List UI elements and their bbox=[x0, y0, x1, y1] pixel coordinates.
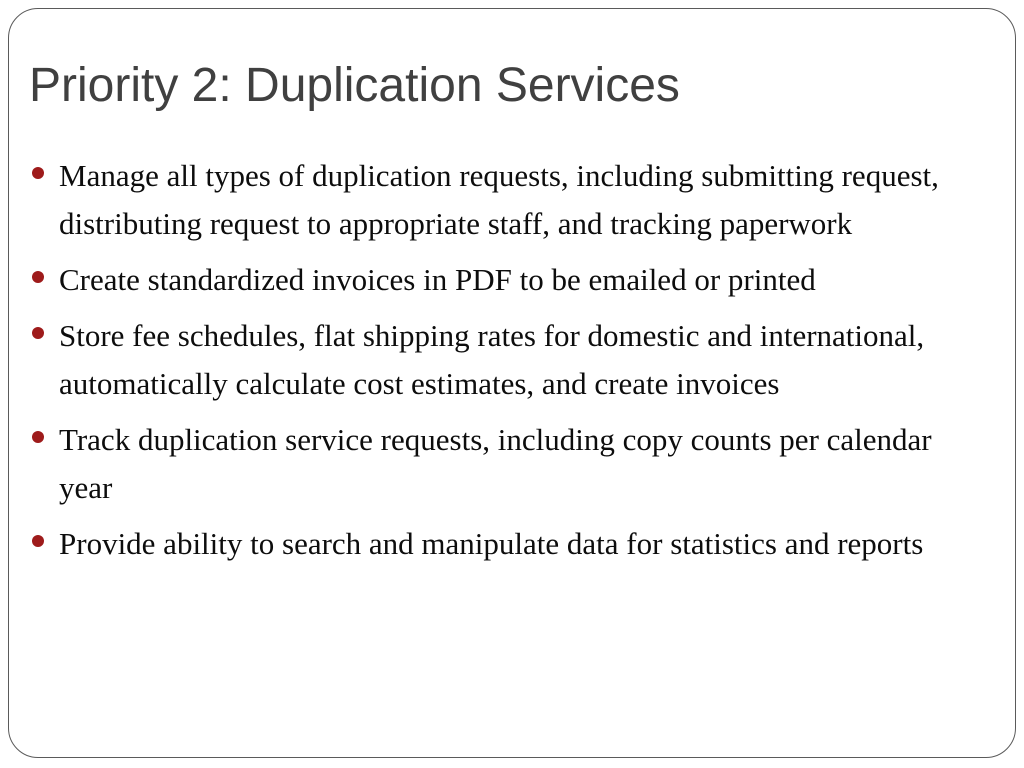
bullet-dot-icon bbox=[32, 167, 44, 179]
slide-title: Priority 2: Duplication Services bbox=[29, 59, 680, 112]
bullet-dot-icon bbox=[32, 431, 44, 443]
bullet-text: Provide ability to search and manipulate data for statistics and reports bbox=[59, 526, 924, 561]
bullet-item bbox=[29, 520, 969, 568]
bullet-item bbox=[29, 312, 969, 408]
bullet-list bbox=[29, 152, 969, 576]
bullet-dot-icon bbox=[32, 327, 44, 339]
bullet-item bbox=[29, 152, 969, 248]
bullet-text: Store fee schedules, flat shipping rates for domestic and international, automatically calculate cost estimates, and create invoices bbox=[59, 318, 925, 401]
bullet-text: Track duplication service requests, including copy counts per calendar year bbox=[59, 422, 932, 505]
bullet-item bbox=[29, 416, 969, 512]
bullet-dot-icon bbox=[32, 271, 44, 283]
bullet-dot-icon bbox=[32, 535, 44, 547]
bullet-text: Manage all types of duplication requests, including submitting request, distributing request to appropriate staff, and tracking paperwork bbox=[59, 158, 939, 241]
bullet-text: Create standardized invoices in PDF to be emailed or printed bbox=[59, 262, 816, 297]
bullet-item bbox=[29, 256, 969, 304]
